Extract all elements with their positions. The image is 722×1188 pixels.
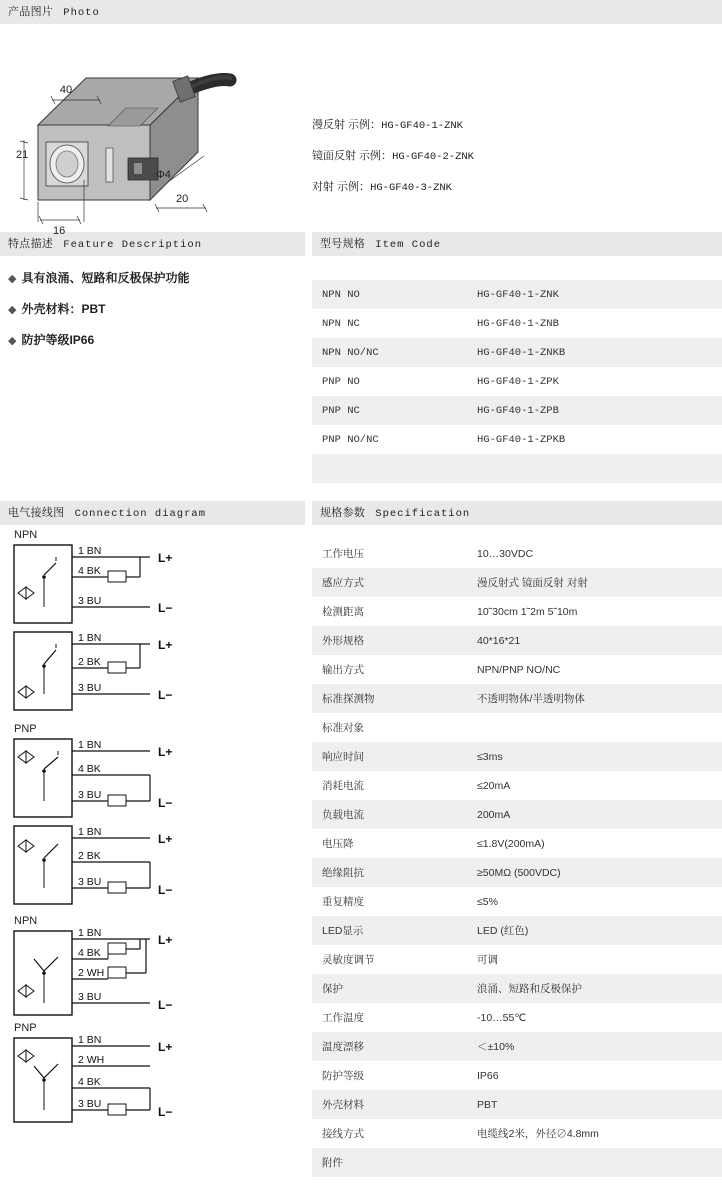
table-row — [312, 887, 722, 916]
table-row — [312, 655, 722, 684]
table-row — [312, 626, 722, 655]
model-example-code: HG-GF40-2-ZNK — [392, 151, 474, 163]
spec-key: 标准对象 — [322, 722, 364, 734]
spec-key: 感应方式 — [312, 568, 467, 597]
model-example-label: 镜面反射 示例： — [312, 150, 393, 162]
feature-list-item — [8, 332, 305, 349]
feature-list — [0, 256, 305, 349]
terminal-minus: L− — [158, 796, 173, 810]
wire-label: 2 BK — [78, 656, 101, 668]
item-code-value: HG-GF40-1-ZPKB — [477, 433, 566, 446]
item-code-value: HG-GF40-1-ZPB — [467, 396, 722, 425]
wire-label: 2 BK — [78, 850, 101, 862]
item-code-value: HG-GF40-1-ZNB — [477, 317, 559, 330]
wiring-diagram-5 — [0, 927, 300, 1019]
spec-value: IP66 — [477, 1069, 499, 1082]
feature-list-item — [8, 270, 305, 287]
table-row — [312, 425, 722, 454]
spec-value: 电缆线2米，外径∅4.8mm — [477, 1128, 599, 1140]
table-row — [312, 916, 722, 945]
dim-height: 21 — [16, 149, 29, 161]
item-code-type: NPN NC — [322, 317, 360, 330]
model-example-code: HG-GF40-1-ZNK — [381, 120, 463, 132]
table-row — [312, 1061, 722, 1090]
feature-text: 外壳材料：PBT — [21, 302, 106, 316]
table-row — [312, 1003, 722, 1032]
wire-label: 4 BK — [78, 947, 101, 959]
spec-value: ≤1.8V(200mA) — [477, 837, 545, 850]
item-code-type: PNP NO/NC — [322, 433, 379, 446]
table-row — [312, 1119, 722, 1148]
section-title-cn: 特点描述 — [8, 238, 54, 250]
table-row — [312, 800, 722, 829]
terminal-plus: L+ — [158, 933, 173, 947]
model-example-list — [312, 110, 474, 203]
table-row — [312, 454, 722, 483]
section-title-cn: 规格参数 — [320, 507, 366, 519]
item-code-value: HG-GF40-1-ZPK — [477, 375, 559, 388]
item-code-value: HG-GF40-1-ZNK — [467, 280, 722, 309]
section-title-cn: 电气接线图 — [8, 507, 65, 519]
spec-value: LED (红色) — [467, 916, 722, 945]
wiring-title-1: NPN — [14, 529, 38, 541]
dim-depth: 16 — [53, 225, 66, 237]
spec-value: 10˜30cm 1˜2m 5˜10m — [477, 605, 578, 618]
item-code-value: HG-GF40-1-ZNKB — [467, 338, 722, 367]
section-header-feature — [0, 232, 305, 256]
terminal-plus: L+ — [158, 745, 173, 759]
terminal-plus: L+ — [158, 638, 173, 652]
terminal-minus: L− — [158, 688, 173, 702]
terminal-minus: L− — [158, 998, 173, 1012]
spec-key: 工作温度 — [322, 1012, 364, 1024]
table-row — [312, 858, 722, 887]
wire-label: 1 BN — [78, 739, 102, 751]
wiring-diagram-4 — [0, 824, 300, 912]
spec-key: 标准探测物 — [312, 684, 467, 713]
feature-text: 防护等级IP66 — [21, 333, 95, 347]
table-row — [312, 396, 722, 425]
table-row — [312, 829, 722, 858]
spec-key: 负载电流 — [312, 800, 467, 829]
table-row — [312, 1148, 722, 1177]
model-example-label: 对射 示例： — [312, 181, 371, 193]
wire-label: 3 BU — [78, 789, 102, 801]
table-row — [312, 742, 722, 771]
dim-lead: 20 — [176, 193, 189, 205]
product-photo-illustration — [8, 30, 308, 237]
section-header-spec — [312, 501, 722, 525]
terminal-minus: L− — [158, 883, 173, 897]
wire-label: 2 WH — [78, 1054, 105, 1066]
connection-spec-band — [0, 501, 722, 1177]
item-code-type: NPN NO — [312, 280, 467, 309]
table-row — [312, 945, 722, 974]
section-header-photo — [0, 0, 722, 24]
column-gap — [305, 232, 312, 483]
wire-label: 4 BK — [78, 763, 101, 775]
section-title-cn: 型号规格 — [320, 238, 366, 250]
itemcode-column — [312, 232, 722, 483]
section-title-en: Connection diagram — [74, 508, 206, 520]
wiring-title-5: NPN — [14, 915, 38, 927]
table-row — [312, 1032, 722, 1061]
spec-key: 防护等级 — [322, 1070, 364, 1082]
spec-value: ＜±10% — [467, 1032, 722, 1061]
model-example-label: 漫反射 示例： — [312, 119, 382, 131]
table-row — [312, 684, 722, 713]
spec-value: ≤20mA — [477, 779, 511, 792]
spec-key: 接线方式 — [322, 1128, 364, 1140]
item-code-type: NPN NO/NC — [312, 338, 467, 367]
spec-key: 灵敏度调节 — [322, 954, 375, 966]
feature-list-item — [8, 301, 305, 318]
terminal-plus: L+ — [158, 1040, 173, 1054]
table-row — [312, 713, 722, 742]
diamond-icon: ◆ — [8, 304, 17, 316]
spec-value — [467, 1148, 722, 1177]
section-title-cn: 产品图片 — [8, 6, 54, 18]
wire-label: 3 BU — [78, 876, 102, 888]
model-example-item — [312, 110, 474, 141]
wiring-title-6: PNP — [14, 1022, 37, 1034]
spec-value: 漫反射式 镜面反射 对射 — [467, 568, 722, 597]
spec-key: 绝缘阻抗 — [312, 858, 467, 887]
wiring-diagram-2 — [0, 630, 300, 720]
item-code-type: PNP NC — [312, 396, 467, 425]
spec-value: 可调 — [477, 954, 498, 966]
item-code-table — [312, 280, 722, 483]
spec-value: 浪涌、短路和反极保护 — [467, 974, 722, 1003]
spec-value: 10…30VDC — [477, 547, 534, 560]
spec-key: LED显示 — [312, 916, 467, 945]
section-title-en: Specification — [375, 508, 471, 520]
table-row — [312, 568, 722, 597]
terminal-minus: L− — [158, 1105, 173, 1119]
spec-column — [312, 501, 722, 1177]
terminal-plus: L+ — [158, 551, 173, 565]
dim-cable-dia: Φ4 — [156, 169, 171, 181]
spec-key: 温度漂移 — [312, 1032, 467, 1061]
terminal-plus: L+ — [158, 832, 173, 846]
spec-value: ≤3ms — [467, 742, 722, 771]
spec-value: ≤5% — [477, 895, 498, 908]
spec-value: 40*16*21 — [467, 626, 722, 655]
item-code-type — [312, 454, 467, 483]
spec-key: 电压降 — [322, 838, 354, 850]
table-row — [312, 1090, 722, 1119]
spec-key: 外形规格 — [312, 626, 467, 655]
section-header-itemcode — [312, 232, 722, 256]
wire-label: 4 BK — [78, 1076, 101, 1088]
spec-key: 检测距离 — [322, 606, 364, 618]
item-code-value — [467, 454, 722, 483]
item-code-type: PNP NO — [322, 375, 360, 388]
spec-value: PBT — [467, 1090, 722, 1119]
model-example-item — [312, 172, 474, 203]
table-row — [312, 974, 722, 1003]
wiring-title-3: PNP — [14, 723, 37, 735]
specification-table — [312, 539, 722, 1177]
feature-text: 具有浪涌、短路和反极保护功能 — [21, 271, 190, 285]
connection-column — [0, 501, 305, 1177]
wire-label: 1 BN — [78, 826, 102, 838]
section-title-en: Photo — [63, 7, 100, 19]
wire-label: 1 BN — [78, 545, 102, 557]
wire-label: 1 BN — [78, 1034, 102, 1046]
spec-key: 响应时间 — [312, 742, 467, 771]
spec-value: 200mA — [467, 800, 722, 829]
spec-key: 外壳材料 — [312, 1090, 467, 1119]
spec-value: ≥50MΩ (500VDC) — [467, 858, 722, 887]
wiring-diagram-list — [0, 525, 305, 1129]
feature-itemcode-band — [0, 232, 722, 483]
spec-key: 工作电压 — [322, 548, 364, 560]
wire-label: 3 BU — [78, 1098, 102, 1110]
wire-label: 1 BN — [78, 927, 102, 939]
table-row — [312, 309, 722, 338]
table-row — [312, 597, 722, 626]
wire-label: 1 BN — [78, 632, 102, 644]
spec-key: 重复精度 — [322, 896, 364, 908]
spec-value: 不透明物体/半透明物体 — [467, 684, 722, 713]
wire-label: 3 BU — [78, 682, 102, 694]
product-photo-block — [0, 24, 722, 237]
spec-key: 消耗电流 — [322, 780, 364, 792]
table-row — [312, 771, 722, 800]
table-row — [312, 539, 722, 568]
wire-label: 3 BU — [78, 991, 102, 1003]
spec-key: 保护 — [312, 974, 467, 1003]
dim-width: 40 — [59, 84, 73, 96]
wire-label: 4 BK — [78, 565, 101, 577]
feature-column — [0, 232, 305, 483]
spec-key: 输出方式 — [322, 664, 364, 676]
wiring-diagram-3 — [0, 735, 300, 821]
section-header-connection — [0, 501, 305, 525]
spec-value: -10…55℃ — [477, 1011, 527, 1024]
section-title-en: Item Code — [375, 239, 441, 251]
model-example-code: HG-GF40-3-ZNK — [370, 182, 452, 194]
diamond-icon: ◆ — [8, 273, 17, 285]
wiring-diagram-6 — [0, 1034, 300, 1126]
spec-key: 附件 — [312, 1148, 467, 1177]
diamond-icon: ◆ — [8, 335, 17, 347]
terminal-minus: L− — [158, 601, 173, 615]
table-row — [312, 367, 722, 396]
wire-label: 2 WH — [78, 967, 105, 979]
spec-value — [467, 713, 722, 742]
table-row — [312, 280, 722, 309]
spec-value: NPN/PNP NO/NC — [477, 663, 561, 676]
model-example-item — [312, 141, 474, 172]
column-gap — [305, 501, 312, 1177]
table-row — [312, 338, 722, 367]
wiring-diagram-1 — [0, 541, 300, 627]
wire-label: 3 BU — [78, 595, 102, 607]
section-title-en: Feature Description — [63, 239, 203, 251]
